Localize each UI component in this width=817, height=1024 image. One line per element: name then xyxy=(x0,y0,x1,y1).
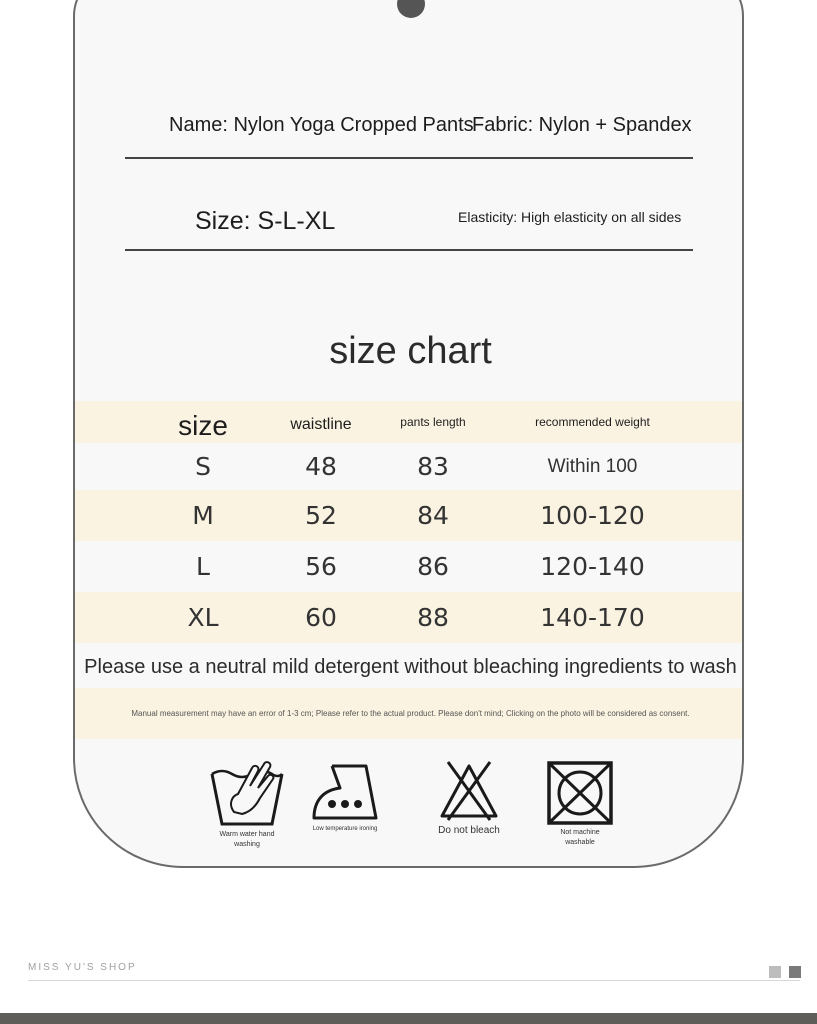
cell-pants-length: 83 xyxy=(417,452,449,481)
cell-recommended-weight: 100-120 xyxy=(540,501,645,530)
no-bleach-icon xyxy=(438,760,500,822)
cell-size: L xyxy=(196,552,210,581)
product-elasticity: Elasticity: High elasticity on all sides xyxy=(458,209,682,225)
decorative-square xyxy=(789,966,801,978)
header-size: size xyxy=(178,410,228,441)
cell-pants-length: 86 xyxy=(417,552,449,581)
header-pants-length: pants length xyxy=(400,415,466,429)
cell-pants-length: 84 xyxy=(417,501,449,530)
iron-low-temp-icon xyxy=(310,760,380,822)
cell-size: M xyxy=(192,501,214,530)
care-label: Do not bleach xyxy=(438,825,500,836)
header-recommended-weight: recommended weight xyxy=(535,415,650,429)
hang-tag-card xyxy=(73,0,744,868)
footer-divider xyxy=(28,980,800,981)
care-label: Not machine washable xyxy=(560,829,600,846)
table-header-row xyxy=(75,401,744,443)
care-label: Low temperature ironing xyxy=(312,826,378,832)
table-row xyxy=(75,541,744,592)
cell-size: XL xyxy=(187,603,219,632)
next-image-strip xyxy=(0,1013,817,1024)
care-item-no-machine-wash xyxy=(543,760,617,848)
cell-waistline: 52 xyxy=(305,501,337,530)
measurement-disclaimer: Manual measurement may have an error of 1-3 cm; Please refer to the actual product. Please don't mind; Clicking on the photo will be considered as consent. xyxy=(75,688,744,739)
cell-waistline: 60 xyxy=(305,603,337,632)
cell-waistline: 56 xyxy=(305,552,337,581)
care-item-no-bleach xyxy=(429,760,509,836)
cell-recommended-weight: Within 100 xyxy=(547,455,638,477)
no-machine-wash-icon xyxy=(546,760,614,826)
size-chart-table xyxy=(75,401,744,643)
cell-pants-length: 88 xyxy=(417,603,449,632)
hand-wash-icon xyxy=(208,760,286,828)
table-row xyxy=(75,490,744,541)
care-item-hand-wash xyxy=(205,760,289,850)
tag-hole xyxy=(397,0,425,18)
shop-name: MISS YU'S SHOP xyxy=(28,962,137,973)
care-item-iron xyxy=(307,760,383,834)
divider xyxy=(125,249,693,251)
cell-recommended-weight: 120-140 xyxy=(540,552,645,581)
cell-recommended-weight: 140-170 xyxy=(540,603,645,632)
product-name: Name: Nylon Yoga Cropped Pants xyxy=(169,114,474,136)
product-size-range: Size: S-L-XL xyxy=(195,207,336,235)
header-waistline: waistline xyxy=(290,416,352,433)
cell-waistline: 48 xyxy=(305,452,337,481)
product-fabric: Fabric: Nylon + Spandex xyxy=(472,114,692,136)
wash-instruction: Please use a neutral mild detergent without bleaching ingredients to wash xyxy=(84,656,737,678)
care-label: Warm water hand washing xyxy=(219,831,275,848)
table-row xyxy=(75,443,744,490)
decorative-square xyxy=(769,966,781,978)
table-row xyxy=(75,592,744,643)
size-chart-title: size chart xyxy=(329,330,492,372)
divider xyxy=(125,157,693,159)
cell-size: S xyxy=(195,452,211,481)
